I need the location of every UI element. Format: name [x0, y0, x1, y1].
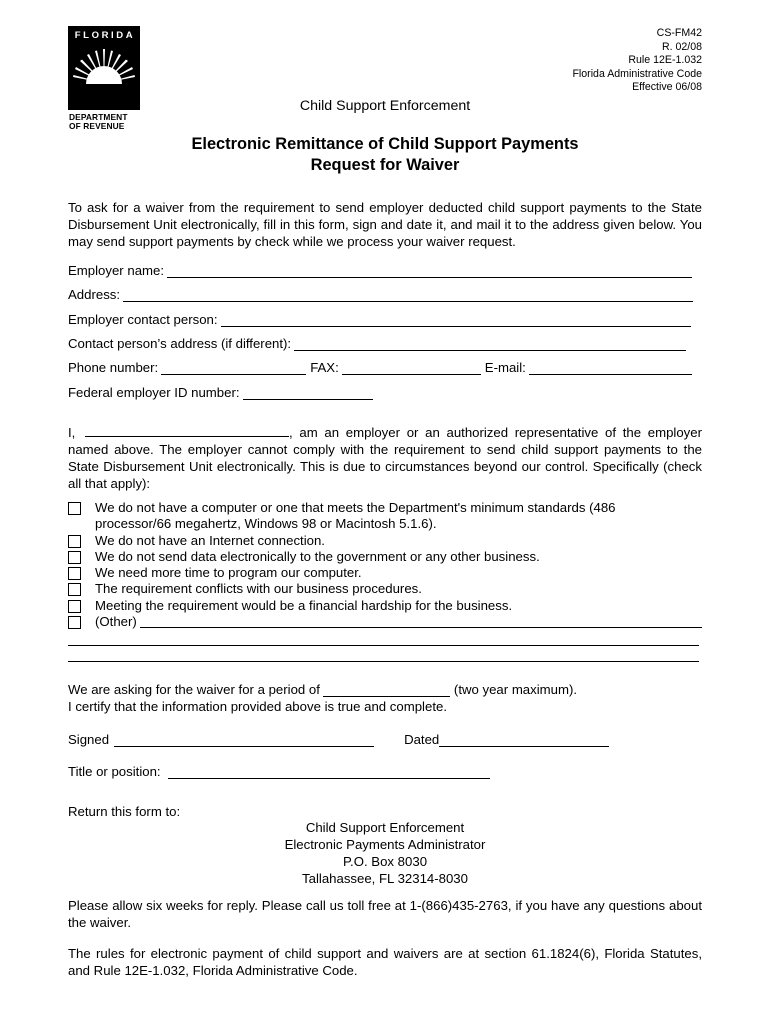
reason-no-computer-label: We do not have a computer or one that meets the Department's minimum standards (486 — [95, 500, 616, 515]
fein-field[interactable] — [243, 387, 373, 400]
agency-name: Child Support Enforcement — [299, 98, 471, 114]
waiver-period-max: (two year maximum). — [453, 682, 578, 697]
return-address-line1: Child Support Enforcement — [305, 820, 465, 835]
sun-rays-icon — [72, 43, 136, 85]
title-position-label: Title or position: — [68, 764, 161, 779]
return-to-label: Return this form to: — [68, 804, 181, 819]
representative-name-field[interactable] — [85, 426, 289, 437]
fein-label: Federal employer ID number: — [68, 385, 240, 400]
employer-name-field[interactable] — [167, 265, 692, 278]
reason-hardship-label: Meeting the requirement would be a financial hardship for the business. — [95, 597, 513, 613]
title-line2: Request for Waiver — [310, 156, 460, 174]
statement-text: , am an employer or an authorized representative of the employer named above. The employer cannot comply with the requirement to send child support payments to the State Disbursement Unit electronically. This is due to circumstances beyond our control. Specifically (check all that apply): — [68, 425, 702, 491]
return-address-line2: Electronic Payments Administrator — [284, 837, 486, 852]
dated-label: Dated — [404, 732, 440, 747]
return-address — [0, 819, 770, 887]
intro-paragraph: To ask for a waiver from the requirement to send employer deducted child support payments to the State Disbursement Unit electronically, fill in this form, sign and date it, and mail it to the address given below. You may send support payments by check while we process your waiver request. — [68, 200, 702, 249]
logo-state-text: FLORIDA — [74, 30, 136, 41]
other-reason-field[interactable] — [140, 614, 702, 628]
logo-dept-line1: DEPARTMENT — [69, 112, 128, 122]
statement-paragraph — [68, 424, 702, 492]
reason-more-time — [68, 565, 702, 581]
form-code: Florida Administrative Code — [572, 67, 702, 80]
signature-row — [68, 730, 702, 747]
reason-hardship — [68, 598, 702, 614]
address-field[interactable] — [123, 289, 693, 302]
signed-label: Signed — [68, 732, 110, 747]
contact-address-row — [68, 334, 702, 351]
waiver-period-field[interactable] — [323, 684, 450, 697]
title-line1: Electronic Remittance of Child Support Payments — [191, 135, 579, 153]
return-address-line3: P.O. Box 8030 — [342, 854, 428, 869]
reply-note: Please allow six weeks for reply. Please call us toll free at 1-(866)435-2763, if you have any questions about the waiver. — [68, 898, 702, 930]
email-field[interactable] — [529, 362, 692, 375]
contact-person-label: Employer contact person: — [68, 312, 218, 327]
reason-more-time-label: We need more time to program our computer. — [95, 565, 362, 581]
checkbox-conflicts[interactable] — [68, 583, 81, 596]
rules-note: The rules for electronic payment of child support and waivers are at section 61.1824(6), Florida Statutes, and Rule 12E-1.032, Florida Administrative Code. — [68, 946, 702, 978]
other-reason-line-3[interactable] — [68, 661, 699, 662]
reason-no-internet-label: We do not have an Internet connection. — [95, 532, 325, 548]
form-metadata — [572, 27, 702, 95]
reason-no-electronic-data — [68, 549, 702, 565]
reason-other — [68, 614, 702, 630]
reasons-checklist — [68, 500, 702, 630]
employer-name-row — [68, 261, 702, 278]
checkbox-no-internet[interactable] — [68, 535, 81, 548]
reason-other-label: (Other) — [95, 614, 137, 630]
form-rule: Rule 12E-1.032 — [628, 54, 702, 67]
checkbox-other[interactable] — [68, 616, 81, 629]
address-label: Address: — [68, 287, 121, 302]
employer-name-label: Employer name: — [68, 263, 165, 278]
statement-start: I, — [68, 425, 76, 440]
fax-field[interactable] — [342, 362, 481, 375]
phone-field[interactable] — [161, 362, 306, 375]
reason-no-computer-cont: processor/66 megahertz, Windows 98 or Macintosh 5.1.6). — [95, 516, 437, 532]
form-effective: Effective 06/08 — [632, 81, 702, 94]
checkbox-no-computer[interactable] — [68, 502, 81, 515]
title-position-row — [68, 762, 702, 779]
logo-dept-line2: OF REVENUE — [69, 121, 125, 131]
reason-no-electronic-data-label: We do not send data electronically to the government or any other business. — [95, 548, 540, 564]
form-revision: R. 02/08 — [661, 40, 702, 53]
phone-fax-email-row — [68, 358, 702, 375]
title-position-field[interactable] — [168, 766, 490, 779]
certify-row — [68, 697, 702, 714]
return-to-row — [68, 802, 702, 819]
waiver-period-label: We are asking for the waiver for a period of — [68, 682, 320, 697]
date-field[interactable] — [439, 734, 609, 747]
contact-address-label: Contact person’s address (if different): — [68, 336, 292, 351]
checkbox-more-time[interactable] — [68, 567, 81, 580]
page-title — [0, 134, 770, 176]
contact-address-field[interactable] — [294, 338, 686, 351]
reason-conflicts-label: The requirement conflicts with our business procedures. — [95, 581, 422, 597]
phone-label: Phone number: — [68, 360, 159, 375]
reason-no-computer — [68, 500, 702, 516]
florida-dor-logo — [68, 26, 140, 131]
reason-no-internet — [68, 533, 702, 549]
signature-field[interactable] — [114, 734, 374, 747]
fein-row — [68, 383, 702, 400]
certify-text: I certify that the information provided above is true and complete. — [68, 699, 447, 714]
form-number: CS-FM42 — [656, 27, 702, 39]
logo-department-text — [68, 113, 140, 131]
other-reason-line-2[interactable] — [68, 645, 699, 646]
waiver-period-row — [68, 680, 702, 697]
address-row — [68, 285, 702, 302]
checkbox-hardship[interactable] — [68, 600, 81, 613]
reason-conflicts — [68, 581, 702, 597]
contact-person-row — [68, 310, 702, 327]
checkbox-no-electronic-data[interactable] — [68, 551, 81, 564]
return-address-line4: Tallahassee, FL 32314-8030 — [302, 871, 468, 886]
email-label: E-mail: — [484, 360, 526, 375]
contact-person-field[interactable] — [221, 314, 691, 327]
fax-label: FAX: — [310, 360, 339, 375]
